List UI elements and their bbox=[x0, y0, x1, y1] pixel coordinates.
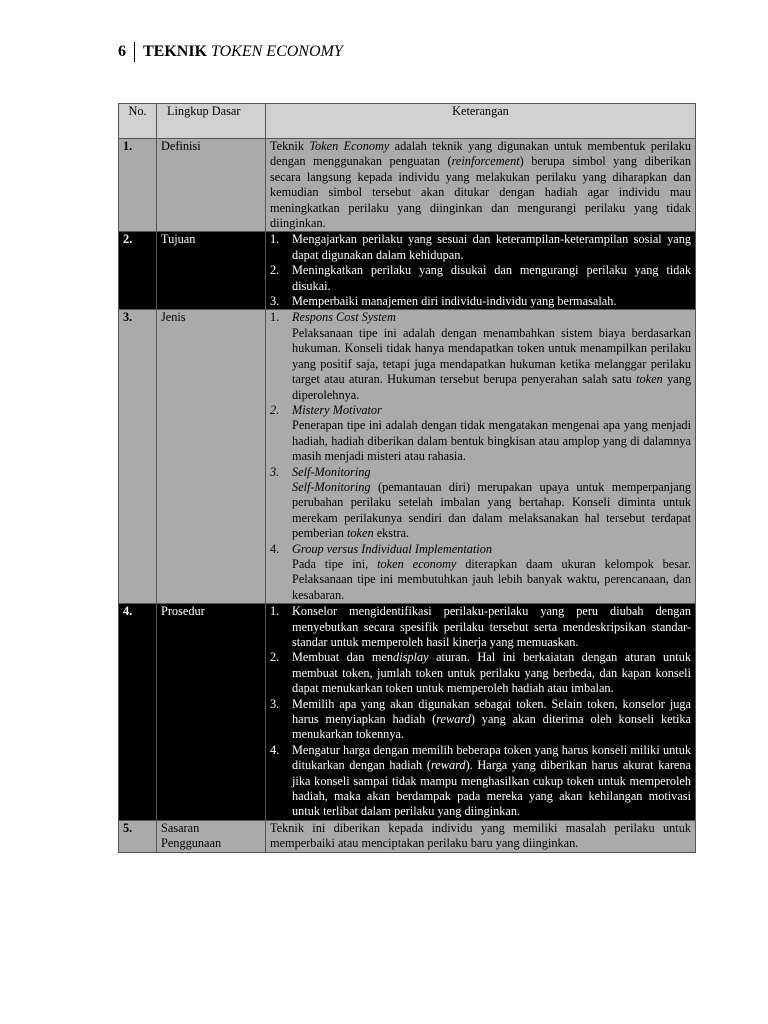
header-divider bbox=[134, 42, 135, 62]
table-row bbox=[119, 232, 696, 310]
list-item-body bbox=[292, 557, 691, 603]
list-item bbox=[270, 232, 691, 263]
text-run-italic: display bbox=[393, 650, 429, 665]
table-row bbox=[119, 139, 696, 232]
list-item bbox=[270, 310, 691, 402]
row-description bbox=[266, 139, 696, 232]
text-run: Teknik bbox=[270, 139, 310, 153]
procedure-list bbox=[270, 604, 691, 820]
text-run: ). Harga yang diberikan harus akurat karena jika konseli sampai tidak mampu menghasilkan cukup token untuk memperoleh hadiah, maka akan berdampak pada mereka yang akan kehilangan motivasi untuk terlibat dalam perilaku yang diinginkan. bbox=[292, 758, 691, 819]
list-item-title: Respons Cost System bbox=[292, 310, 396, 325]
list-number: 2. bbox=[270, 650, 280, 665]
list-text: Meningkatkan perilaku yang disukai dan mengurangi perilaku yang tidak disukai. bbox=[292, 263, 691, 293]
row-scope: Sasaran Penggunaan bbox=[157, 820, 266, 852]
row-number: 2. bbox=[119, 232, 157, 310]
list-item bbox=[270, 697, 691, 743]
list-item bbox=[270, 650, 691, 696]
text-run-italic: token bbox=[346, 526, 374, 541]
row-number: 1. bbox=[119, 139, 157, 232]
list-item-body bbox=[292, 418, 691, 464]
list-item bbox=[270, 263, 691, 294]
row-number: 3. bbox=[119, 310, 157, 604]
row-description: Teknik ini diberikan kepada individu yang memiliki masalah perilaku untuk memperbaiki atau menciptakan perilaku baru yang diinginkan. bbox=[266, 820, 696, 852]
row-description bbox=[266, 310, 696, 604]
text-run: Memilih apa yang akan digunakan sebagai token. Selain token, konselor juga harus menyiapkan hadiah ( bbox=[292, 696, 691, 727]
token-economy-table bbox=[118, 103, 696, 853]
table-header-row bbox=[119, 104, 696, 139]
list-item-title: Mistery Motivator bbox=[292, 402, 382, 417]
list-item-title: Group versus Individual Implementation bbox=[292, 541, 493, 556]
column-header-no: No. bbox=[119, 104, 157, 139]
row-number: 5. bbox=[119, 820, 157, 852]
text-run: ekstra. bbox=[373, 526, 410, 541]
list-text: Memperbaiki manajemen diri individu-individu yang bermasalah. bbox=[292, 294, 617, 309]
list-number: 1. bbox=[270, 604, 280, 619]
list-number: 3. bbox=[270, 464, 280, 479]
list-number: 2. bbox=[270, 263, 280, 278]
text-run: ) berupa simbol yang diberikan secara langsung kepada individu yang melakukan perilaku yang diharapkan dan kemudian simbol tersebut akan ditukar dengan hadiah agar individu mau meningkatkan perilaku yang diinginkan dan mengurangi perilaku yang tidak diinginkan. bbox=[270, 154, 692, 231]
list-text: Mengajarkan perilaku yang sesuai dan keterampilan-keterampilan sosial yang dapat digunakan dalam kehidupan. bbox=[292, 232, 691, 262]
page-header bbox=[118, 42, 343, 62]
table-row bbox=[119, 310, 696, 604]
text-run: Pada tipe ini, bbox=[292, 556, 378, 571]
list-item bbox=[270, 403, 691, 465]
column-header-description: Keterangan bbox=[266, 104, 696, 139]
goal-list bbox=[270, 232, 691, 309]
row-description bbox=[266, 604, 696, 821]
text-run: ) yang akan diterima oleh konseli ketika menukarkan tokennya. bbox=[292, 712, 691, 742]
text-run-italic: token economy bbox=[377, 556, 457, 571]
text-run: aturan. Hal ini berkaiatan dengan aturan untuk membuat token, jumlah token untuk perilaku yang berbeda, dan kapan konseli dapat menukarkan token untuk memperoleh hadiah atau imbalan. bbox=[292, 650, 691, 696]
row-scope: Tujuan bbox=[157, 232, 266, 310]
list-number: 4. bbox=[270, 541, 280, 556]
row-description bbox=[266, 232, 696, 310]
list-item bbox=[270, 743, 691, 820]
row-number: 4. bbox=[119, 604, 157, 821]
header-title-italic: TOKEN ECONOMY bbox=[211, 43, 343, 60]
text-run-italic: Self-Monitoring bbox=[292, 479, 371, 494]
column-header-scope: Lingkup Dasar bbox=[157, 104, 266, 139]
list-item-title: Self-Monitoring bbox=[292, 464, 371, 479]
list-item bbox=[270, 542, 691, 604]
row-scope: Definisi bbox=[157, 139, 266, 232]
list-number: 1. bbox=[270, 310, 280, 325]
text-run-italic: token bbox=[636, 372, 663, 387]
list-item bbox=[270, 465, 691, 542]
text-run: Mengatur harga dengan memilih beberapa token yang harus konseli miliki untuk ditukarkan dengan hadiah ( bbox=[292, 742, 691, 773]
text-run: adalah teknik yang digunakan untuk membentuk perilaku dengan menggunakan penguatan ( bbox=[270, 139, 691, 169]
text-run-italic: Token Economy bbox=[309, 139, 390, 153]
text-run-italic: reinforcement bbox=[451, 154, 520, 169]
text-run-italic: reward bbox=[436, 712, 471, 727]
header-title: TEKNIK bbox=[143, 43, 208, 60]
row-scope: Prosedur bbox=[157, 604, 266, 821]
list-number: 1. bbox=[270, 232, 280, 247]
text-run: Konselor mengidentifikasi perilaku-perilaku yang peru diubah dengan menyebutkan secara spesifik perilaku tersebut serta mendeskripsikan standar-standar untuk memperoleh hasil kinerja yang memuaskan. bbox=[292, 604, 691, 649]
text-run: Penerapan tipe ini adalah dengan tidak mengatakan mengenai apa yang menjadi hadiah, hadiah diberikan dalam bentuk bingkisan atau amplop yang di dalamnya masih menjadi misteri atau rahasia. bbox=[292, 418, 691, 464]
text-run: Pelaksanaan tipe ini adalah dengan menambahkan sistem biaya berdasarkan hukuman. Konseli tidak hanya mendapatkan token untuk menampilkan perilaku yang positif saja, tetapi juga mendapatkan hukuman ketika melanggar perilaku target atau aturan. Hukuman tersebut berupa penyerahan salah satu bbox=[292, 325, 691, 387]
table-row bbox=[119, 820, 696, 852]
list-number: 3. bbox=[270, 696, 280, 711]
text-run: diterapkan daam ukuran kelompok besar. Pelaksanaan tipe ini membutuhkan jauh lebih banyak waktu, perencanaan, dan kesabaran. bbox=[292, 556, 691, 602]
list-number: 3. bbox=[270, 294, 280, 309]
list-item-body bbox=[292, 480, 691, 542]
table-row bbox=[119, 604, 696, 821]
list-item bbox=[270, 604, 691, 650]
row-scope: Jenis bbox=[157, 310, 266, 604]
page-number: 6 bbox=[118, 43, 126, 60]
text-run-italic: reward bbox=[430, 758, 466, 773]
list-number: 4. bbox=[270, 742, 280, 757]
list-item-body bbox=[292, 326, 691, 403]
list-number: 2. bbox=[270, 402, 280, 417]
list-item bbox=[270, 294, 691, 309]
text-run: (pemantauan diri) merupakan upaya untuk memperpanjang perubahan perilaku setelah imbalan yang bertahap. Konseli diminta untuk merekam perilakunya sendiri dan dalam melaksanakan hal tersebut terdapat pemberian bbox=[292, 479, 691, 541]
text-run: yang diperolehnya. bbox=[292, 372, 691, 402]
text-run: Membuat dan men bbox=[292, 650, 394, 665]
type-list bbox=[270, 310, 691, 603]
